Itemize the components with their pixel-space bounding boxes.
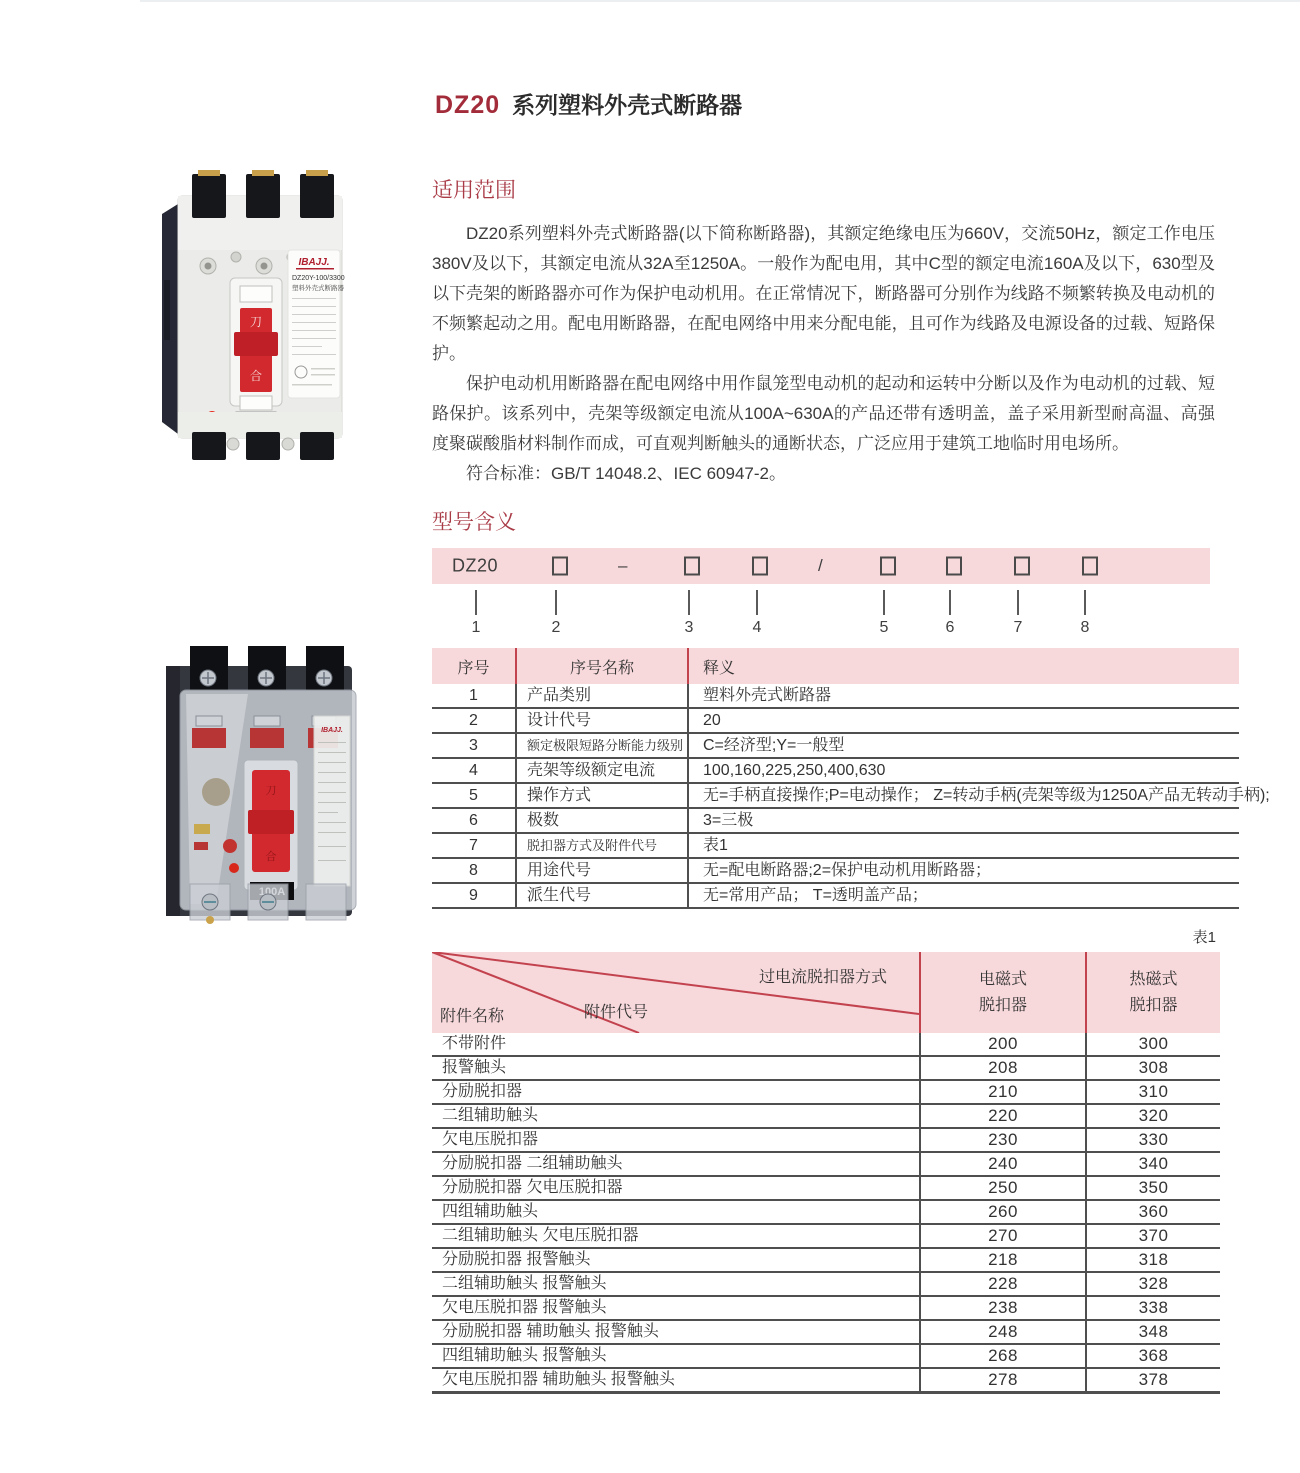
tick-line (1084, 590, 1086, 615)
code-placeholder-box (1014, 557, 1030, 576)
column-header-thermomagnetic: 热磁式 脱扣器 (1086, 952, 1220, 1033)
cell-thermomagnetic-code: 350 (1086, 1176, 1220, 1200)
cell-meaning: 20 (688, 708, 1239, 733)
cell-name: 极数 (516, 808, 688, 833)
tick-line (688, 590, 690, 615)
column-header-electromagnetic: 电磁式 脱扣器 (920, 952, 1086, 1033)
cell-meaning: 3=三极 (688, 808, 1239, 833)
cell-electromagnetic-code: 240 (920, 1152, 1086, 1176)
svg-text:合: 合 (265, 851, 277, 863)
cell-electromagnetic-code: 268 (920, 1344, 1086, 1368)
product-photo-transparent-breaker (156, 632, 378, 936)
cell-no: 6 (432, 808, 516, 833)
svg-text:合: 合 (249, 369, 263, 383)
table-row (432, 708, 1239, 733)
cell-attachment-name: 欠电压脱扣器 辅助触头 报警触头 (432, 1368, 920, 1393)
series-code: DZ20 (435, 91, 501, 119)
code-placeholder-box (752, 557, 768, 576)
header-overcurrent-release-type: 过电流脱扣器方式 (758, 969, 887, 986)
table-row (432, 1200, 1220, 1224)
cell-meaning: 无=常用产品； T=透明盖产品； (688, 883, 1239, 908)
position-number: 7 (1013, 619, 1023, 636)
cell-meaning: 无=配电断路器;2=保护电动机用断路器； (688, 858, 1239, 883)
cell-attachment-name: 分励脱扣器 欠电压脱扣器 (432, 1176, 920, 1200)
table-row (432, 1320, 1220, 1344)
position-mark (930, 590, 970, 637)
header-attachment-name: 附件名称 (440, 1008, 505, 1025)
cell-name: 产品类别 (516, 684, 688, 708)
section-heading-model: 型号含义 (432, 511, 516, 534)
column-header-no: 序号 (432, 648, 516, 684)
cell-attachment-name: 二组辅助触头 (432, 1104, 920, 1128)
position-number: 3 (684, 619, 694, 636)
cell-attachment-name: 二组辅助触头 报警触头 (432, 1272, 920, 1296)
cell-attachment-name: 欠电压脱扣器 (432, 1128, 920, 1152)
cell-name: 壳架等级额定电流 (516, 758, 688, 783)
cell-attachment-name: 分励脱扣器 二组辅助触头 (432, 1152, 920, 1176)
cell-meaning: C=经济型;Y=一般型 (688, 733, 1239, 758)
body-paragraph: 保护电动机用断路器在配电网络中用作鼠笼型电动机的起动和运转中分断以及作为电动机的过载、短路保护。该系列中，壳架等级额定电流从100A~630A的产品还带有透明盖，盖子采用新型耐高温、高强度聚碳酸脂材料制作而成，可直观判断触头的通断状态，广泛应用于建筑工地临时用电场所。 (432, 374, 1215, 453)
product-photo-solid-breaker (148, 160, 372, 464)
cell-thermomagnetic-code: 340 (1086, 1152, 1220, 1176)
cell-no: 4 (432, 758, 516, 783)
table-header-row (432, 648, 1239, 684)
cell-thermomagnetic-code: 348 (1086, 1320, 1220, 1344)
cell-electromagnetic-code: 278 (920, 1368, 1086, 1393)
position-mark (998, 590, 1038, 637)
top-divider (140, 0, 1300, 2)
column-header-meaning: 释义 (688, 648, 1239, 684)
position-number: 1 (471, 619, 481, 636)
table-row (432, 1056, 1220, 1080)
svg-text:刀: 刀 (249, 315, 263, 329)
position-number: 5 (879, 619, 889, 636)
table-row (432, 1033, 1220, 1056)
cell-no: 3 (432, 733, 516, 758)
cell-electromagnetic-code: 210 (920, 1080, 1086, 1104)
cell-electromagnetic-code: 200 (920, 1033, 1086, 1056)
code-separator: / (818, 556, 823, 575)
tick-line (475, 590, 477, 615)
cell-thermomagnetic-code: 360 (1086, 1200, 1220, 1224)
table-row (432, 858, 1239, 883)
position-mark (669, 590, 709, 637)
cell-name: 额定极限短路分断能力级别 (516, 733, 688, 758)
cell-meaning: 塑料外壳式断路器 (688, 684, 1239, 708)
model-code-band (432, 548, 1210, 584)
cell-attachment-name: 四组辅助触头 (432, 1200, 920, 1224)
cell-thermomagnetic-code: 370 (1086, 1224, 1220, 1248)
code-placeholder-box (1082, 557, 1098, 576)
svg-text:刀: 刀 (265, 785, 277, 797)
table-row (432, 883, 1239, 908)
transparent-breaker-illustration (156, 632, 378, 936)
tick-line (1017, 590, 1019, 615)
code-placeholder-box (880, 557, 896, 576)
tick-line (883, 590, 885, 615)
cell-attachment-name: 报警触头 (432, 1056, 920, 1080)
position-mark (864, 590, 904, 637)
cell-attachment-name: 分励脱扣器 报警触头 (432, 1248, 920, 1272)
cell-attachment-name: 分励脱扣器 (432, 1080, 920, 1104)
cell-no: 5 (432, 783, 516, 808)
cell-electromagnetic-code: 228 (920, 1272, 1086, 1296)
cell-no: 7 (432, 833, 516, 858)
table-row (432, 1080, 1220, 1104)
table-row (432, 1176, 1220, 1200)
cell-no: 8 (432, 858, 516, 883)
code-placeholder-box (684, 557, 700, 576)
cell-meaning: 100,160,225,250,400,630 (688, 758, 1239, 783)
cell-attachment-name: 四组辅助触头 报警触头 (432, 1344, 920, 1368)
cell-thermomagnetic-code: 300 (1086, 1033, 1220, 1056)
table-row (432, 1104, 1220, 1128)
cell-electromagnetic-code: 220 (920, 1104, 1086, 1128)
cell-electromagnetic-code: 250 (920, 1176, 1086, 1200)
table-row (432, 1224, 1220, 1248)
table-row (432, 1128, 1220, 1152)
table-header-row (432, 952, 1220, 1033)
cell-thermomagnetic-code: 308 (1086, 1056, 1220, 1080)
diagonal-header-cell (432, 952, 920, 1033)
cell-name: 操作方式 (516, 783, 688, 808)
svg-text:IBAJJ.: IBAJJ. (321, 727, 343, 734)
cell-thermomagnetic-code: 330 (1086, 1128, 1220, 1152)
table-row (432, 1344, 1220, 1368)
cell-attachment-name: 不带附件 (432, 1033, 920, 1056)
page-title (435, 84, 742, 121)
table-row (432, 808, 1239, 833)
cell-thermomagnetic-code: 368 (1086, 1344, 1220, 1368)
scope-paragraphs (432, 219, 1215, 489)
cell-electromagnetic-code: 218 (920, 1248, 1086, 1272)
section-heading-scope: 适用范围 (432, 179, 516, 202)
table-row (432, 1248, 1220, 1272)
header-attachment-code: 附件代号 (584, 1004, 649, 1021)
cell-name: 脱扣器方式及附件代号 (516, 833, 688, 858)
position-mark (737, 590, 777, 637)
table-row (432, 1296, 1220, 1320)
body-paragraph: 符合标准：GB/T 14048.2、IEC 60947-2。 (466, 464, 786, 483)
column-header-name: 序号名称 (516, 648, 688, 684)
cell-no: 2 (432, 708, 516, 733)
position-number: 8 (1080, 619, 1090, 636)
cell-name: 派生代号 (516, 883, 688, 908)
table-row (432, 684, 1239, 708)
tick-line (756, 590, 758, 615)
position-number: 6 (945, 619, 955, 636)
svg-text:IBAJJ.: IBAJJ. (298, 257, 330, 268)
body-paragraph: DZ20系列塑料外壳式断路器(以下简称断路器)，其额定绝缘电压为660V，交流50Hz，额定工作电压380V及以下，其额定电流从32A至1250A。一般作为配电用，其中C型的额定电流160A及以下，630型及以下壳架的断路器亦可作为保护电动机用。在正常情况下，断路器可分别作为线路不频繁转换及电动机的不频繁起动之用。配电用断路器，在配电网络中用来分配电能，且可作为线路及电源设备的过载、短路保护。 (432, 224, 1215, 363)
table-row (432, 758, 1239, 783)
table1-label: 表1 (1192, 929, 1216, 946)
position-number: 2 (551, 619, 561, 636)
cell-electromagnetic-code: 230 (920, 1128, 1086, 1152)
cell-electromagnetic-code: 260 (920, 1200, 1086, 1224)
cell-meaning: 表1 (688, 833, 1239, 858)
table-row (432, 733, 1239, 758)
cell-electromagnetic-code: 270 (920, 1224, 1086, 1248)
tick-line (949, 590, 951, 615)
cell-name: 用途代号 (516, 858, 688, 883)
position-number: 4 (752, 619, 762, 636)
attachment-code-table (432, 952, 1220, 1394)
cell-thermomagnetic-code: 378 (1086, 1368, 1220, 1393)
cell-electromagnetic-code: 238 (920, 1296, 1086, 1320)
cell-attachment-name: 分励脱扣器 辅助触头 报警触头 (432, 1320, 920, 1344)
table-row (432, 783, 1239, 808)
code-prefix: DZ20 (452, 555, 499, 576)
position-mark (1065, 590, 1105, 637)
position-mark (536, 590, 576, 637)
cell-no: 9 (432, 883, 516, 908)
table-row (432, 1368, 1220, 1393)
cell-attachment-name: 欠电压脱扣器 报警触头 (432, 1296, 920, 1320)
svg-text:塑料外壳式断路器: 塑料外壳式断路器 (292, 285, 344, 292)
cell-attachment-name: 二组辅助触头 欠电压脱扣器 (432, 1224, 920, 1248)
code-separator: – (618, 556, 628, 575)
cell-electromagnetic-code: 248 (920, 1320, 1086, 1344)
svg-text:DZ20Y-100/3300: DZ20Y-100/3300 (292, 275, 345, 282)
breaker-illustration (148, 160, 372, 464)
cell-no: 1 (432, 684, 516, 708)
position-mark (456, 590, 496, 637)
cell-thermomagnetic-code: 320 (1086, 1104, 1220, 1128)
cell-name: 设计代号 (516, 708, 688, 733)
table-row (432, 1152, 1220, 1176)
table-row (432, 833, 1239, 858)
model-meaning-table (432, 648, 1270, 909)
cell-thermomagnetic-code: 328 (1086, 1272, 1220, 1296)
tick-line (555, 590, 557, 615)
code-placeholder-box (946, 557, 962, 576)
cell-electromagnetic-code: 208 (920, 1056, 1086, 1080)
table-row (432, 1272, 1220, 1296)
cell-thermomagnetic-code: 338 (1086, 1296, 1220, 1320)
cell-thermomagnetic-code: 310 (1086, 1080, 1220, 1104)
cell-thermomagnetic-code: 318 (1086, 1248, 1220, 1272)
cell-meaning: 无=手柄直接操作;P=电动操作； Z=转动手柄(壳架等级为1250A产品无转动手柄); (688, 783, 1239, 808)
model-position-marks (432, 590, 1210, 642)
series-name: 系列塑料外壳式断路器 (512, 92, 743, 118)
code-placeholder-box (552, 557, 568, 576)
